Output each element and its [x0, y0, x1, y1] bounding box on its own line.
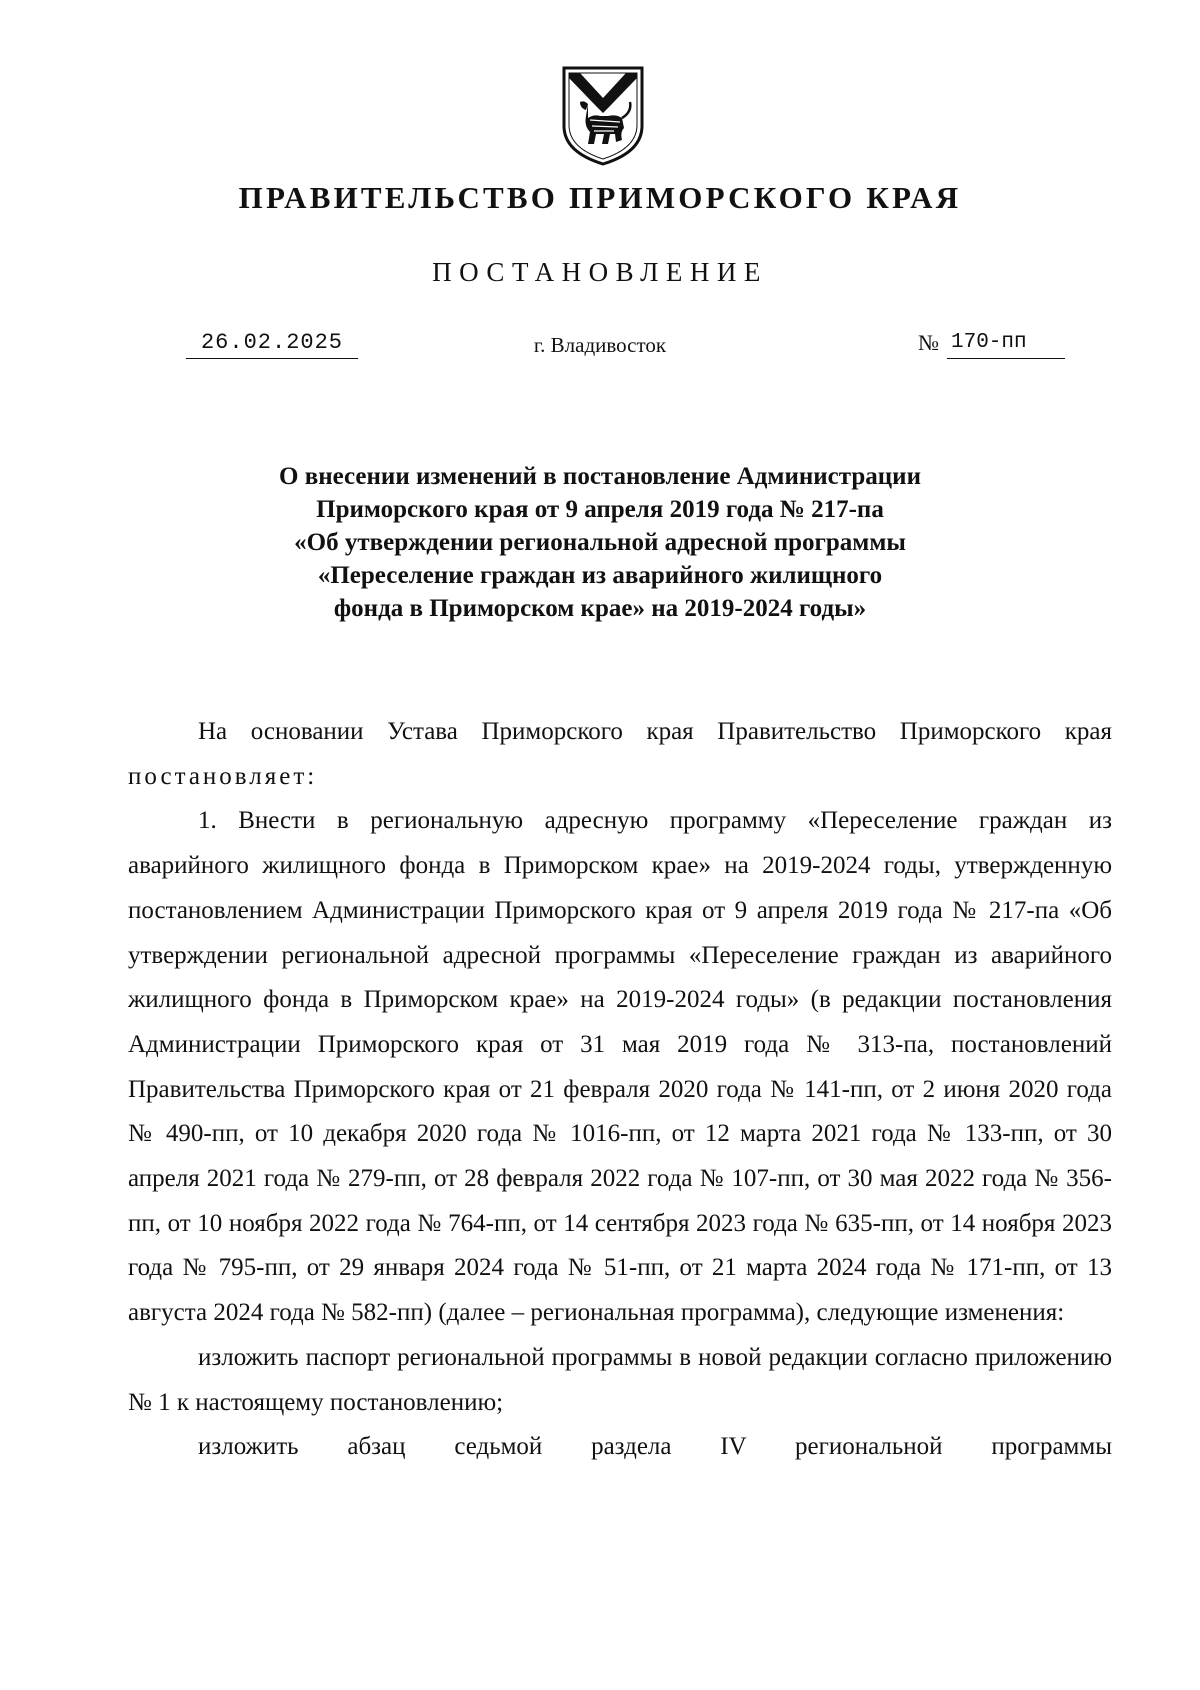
document-date: 26.02.2025 — [186, 328, 358, 359]
document-meta-row — [0, 328, 1200, 368]
heading-line: «Об утверждении региональной адресной программы — [294, 529, 906, 556]
document-number: 170-пп — [947, 328, 1065, 359]
document-city: г. Владивосток — [533, 333, 667, 357]
document-type: ПОСТАНОВЛЕНИЕ — [432, 257, 768, 287]
paragraph-passport: изложить паспорт региональной программы в новой редакции согласно приложению № 1 к настоящему постановлению; — [128, 1343, 1112, 1416]
heading-line: О внесении изменений в постановление Администрации — [279, 463, 921, 490]
paragraph-section-iv: изложить абзац седьмой раздела IV региональной программы — [198, 1433, 1112, 1461]
number-sign: № — [918, 330, 939, 355]
coat-of-arms-icon — [560, 64, 646, 167]
heading-line: «Переселение граждан из аварийного жилищного — [317, 562, 883, 589]
document-number-block — [918, 328, 1068, 359]
document-heading — [180, 460, 1020, 625]
heading-line: Приморского края от 9 апреля 2019 года № 217-па — [316, 496, 884, 523]
preamble-text: На основании Устава Приморского края Правительство Приморского края — [198, 718, 1112, 745]
paragraph-preamble — [128, 710, 1112, 799]
heading-line: фонда в Приморском крае» на 2019-2024 годы» — [333, 595, 867, 622]
preamble-resolves: постановляет: — [128, 762, 318, 790]
paragraph-item-1: 1. Внести в региональную адресную программу «Переселение граждан из аварийного жилищного фонда в Приморском крае» на 2019-2024 годы, утвержденную постановлением Администрации Приморского края от 9 апреля 2019 года № 217-па «Об утверждении региональной адресной программы «Переселение граждан из аварийного жилищного фонда в Приморском крае» на 2019-2024 годы» (в редакции постановления Администрации Приморского края от 31 мая 2019 года № 313-па, постановлений Правительства Приморского края от 21 февраля 2020 года № 141-пп, от 2 июня 2020 года № 490-пп, от 10 декабря 2020 года № 1016-пп, от 12 марта 2021 года № 133-пп, от 30 апреля 2021 года № 279-пп, от 28 февраля 2022 года № 107-пп, от 30 мая 2022 года № 356-пп, от 10 ноября 2022 года № 764-пп, от 14 сентября 2023 года № 635-пп, от 14 ноября 2023 года № 795-пп, от 29 января 2024 года № 51-пп, от 21 марта 2024 года № 171-пп, от 13 августа 2024 года № 582-пп) (далее – региональная программа), следующие изменения: — [128, 807, 1112, 1327]
document-body — [128, 710, 1112, 1470]
government-title: ПРАВИТЕЛЬСТВО ПРИМОРСКОГО КРАЯ — [238, 180, 962, 215]
